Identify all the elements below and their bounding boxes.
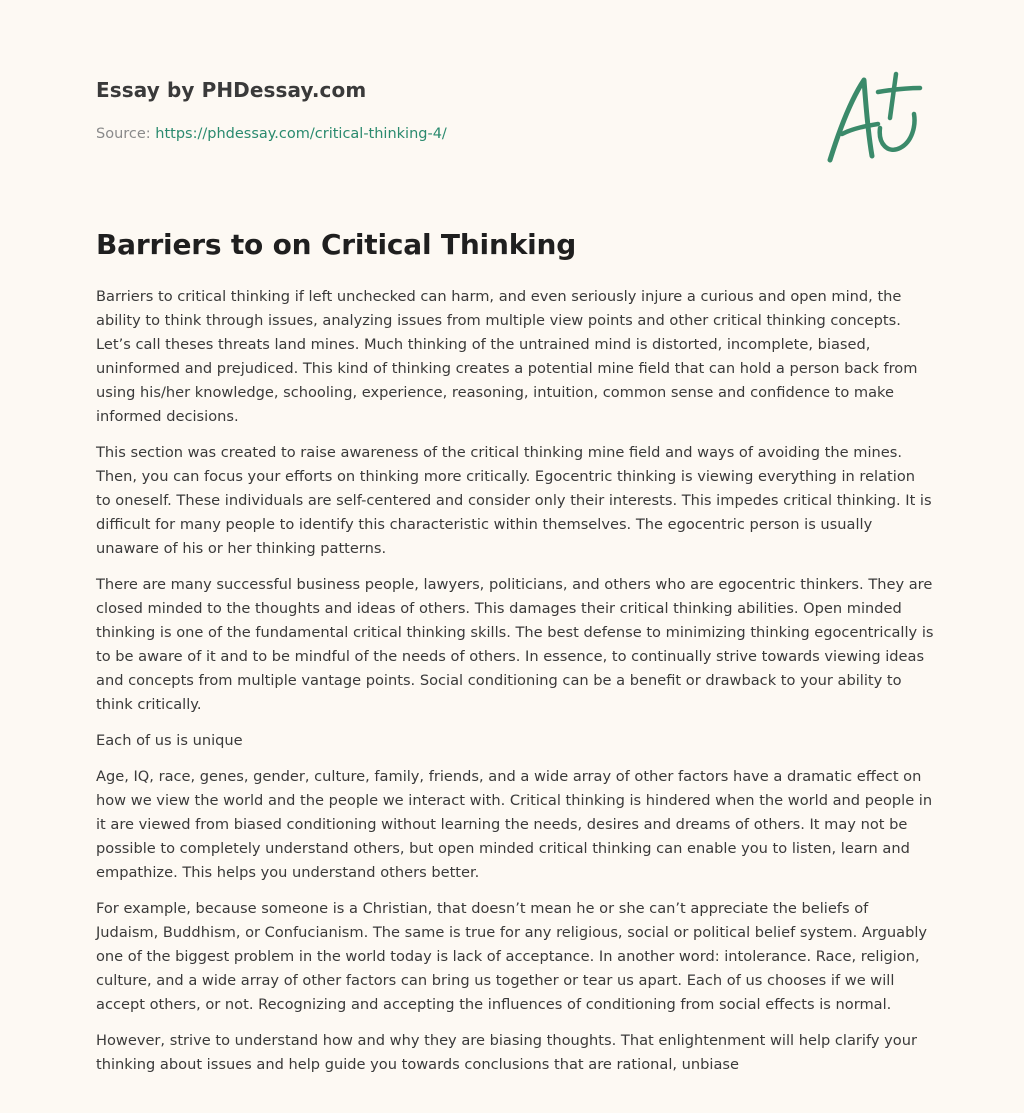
paragraph: Each of us is unique xyxy=(96,732,243,749)
essay-body xyxy=(96,285,934,1089)
site-name: Essay by PHDessay.com xyxy=(96,78,367,102)
paragraph: Age, IQ, race, genes, gender, culture, family, friends, and a wide array of other factors have a dramatic effect on how we view the world and the people we interact with. Critical thinking is hindered when the world and people in it are viewed from biased conditioning without learning the needs, desires and dreams of others. It may not be possible to completely understand others, but open minded critical thinking can enable you to listen, learn and empathize. This helps you understand others better. xyxy=(96,768,933,881)
source-link[interactable]: https://phdessay.com/critical-thinking-4/ xyxy=(155,126,447,142)
essay-title: Barriers to on Critical Thinking xyxy=(96,228,577,261)
paragraph: Barriers to critical thinking if left unchecked can harm, and even seriously injure a curious and open mind, the ability to think through issues, analyzing issues from multiple view points and other critical thinking concepts. Let’s call theses threats land mines. Much thinking of the untrained mind is distorted, incomplete, biased, uninformed and prejudiced. This kind of thinking creates a potential mine field that can hold a person back from using his/her knowledge, schooling, experience, reasoning, intuition, common sense and confidence to make informed decisions. xyxy=(96,288,918,425)
paragraph: There are many successful business people, lawyers, politicians, and others who are egocentric thinkers. They are closed minded to the thoughts and ideas of others. This damages their critical thinking abilities. Open minded thinking is one of the fundamental critical thinking skills. The best defense to minimizing thinking egocentrically is to be aware of it and to be mindful of the needs of others. In essence, to continually strive towards viewing ideas and concepts from multiple vantage points. Social conditioning can be a benefit or drawback to your ability to think critically. xyxy=(96,576,934,713)
source-line xyxy=(96,124,796,144)
paragraph: For example, because someone is a Christian, that doesn’t mean he or she can’t appreciate the beliefs of Judaism, Buddhism, or Confucianism. The same is true for any religious, social or political belief system. Arguably one of the biggest problem in the world today is lack of acceptance. In another word: intolerance. Race, religion, culture, and a wide array of other factors can bring us together or tear us apart. Each of us chooses if we will accept others, or not. Recognizing and accepting the influences of conditioning from social effects is normal. xyxy=(96,900,928,1013)
page-header xyxy=(96,76,796,144)
a-plus-logo-icon xyxy=(820,68,930,168)
paragraph: This section was created to raise awareness of the critical thinking mine field and ways of avoiding the mines. Then, you can focus your efforts on thinking more critically. Egocentric thinking is viewing everything in relation to oneself. These individuals are self-centered and consider only their interests. This impedes critical thinking. It is difficult for many people to identify this characteristic within themselves. The egocentric person is usually unaware of his or her thinking patterns. xyxy=(96,444,932,557)
source-label: Source: xyxy=(96,126,151,142)
paragraph: However, strive to understand how and why they are biasing thoughts. That enlightenment will help clarify your thinking about issues and help guide you towards conclusions that are rational, unbiase xyxy=(96,1032,917,1073)
